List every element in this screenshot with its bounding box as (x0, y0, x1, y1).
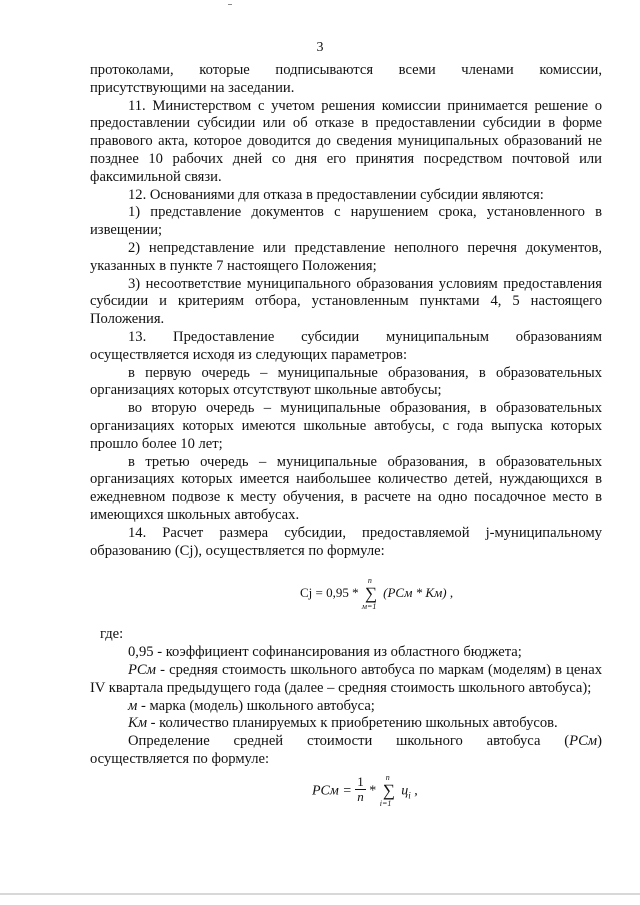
def-avg-after: ) осуществляется по формуле: (90, 733, 602, 767)
sum-lower: м=1 (361, 602, 377, 612)
paragraph: 14. Расчет размера субсидии, предоставляемой j-муниципальному образованию (Cj), осуществляется по формуле: (90, 524, 602, 559)
definition (90, 715, 602, 733)
paragraph: протоколами, которые подписываются всеми членами комиссии, присутствующими на заседании. (90, 62, 602, 96)
definition (90, 698, 602, 716)
paragraph: 1) представление документов с нарушением срока, установленного в извещении; (90, 204, 602, 239)
scan-mark (228, 4, 232, 5)
def-avg-symbol: РСм (569, 733, 598, 750)
where-label: где: (100, 626, 124, 643)
formula-body: (РСм * Км) , (383, 585, 454, 601)
def-avg-before: Определение средней стоимости школьного автобуса ( (128, 733, 570, 750)
formula2-tail: , (410, 783, 418, 799)
paragraph: в третью очередь – муниципальные образования, в образовательных организациях которых имеется наибольшее количество детей, нуждающихся в ежедневном подвозе к месту обучения, в расчете на одно посадочное место в имеющихся школьных автобусах. (90, 453, 602, 523)
def-text: - средняя стоимость школьного автобуса по маркам (моделям) в ценах IV квартала предыдущего года (далее – средняя стоимость школьного автобуса); (90, 661, 602, 696)
fraction-denominator: n (357, 788, 364, 804)
formula2-body: ц (401, 783, 409, 799)
formula2-body-sub: i (408, 790, 411, 801)
fraction-numerator: 1 (357, 773, 364, 789)
fraction (355, 775, 366, 804)
scan-edge (0, 893, 640, 895)
paragraph (90, 733, 602, 769)
paragraph: в первую очередь – муниципальные образования, в образовательных организациях которых отсутствуют школьные автобусы; (90, 364, 602, 399)
sum-upper: n (367, 576, 372, 586)
sum-lower: i=1 (379, 799, 392, 809)
formula2-mult: * (369, 783, 377, 799)
paragraph: во вторую очередь – муниципальные образования, в образовательных организациях которых имеются школьные автобусы, с года выпуска которых прошло более 10 лет; (90, 400, 602, 452)
def-text: - марка (модель) школьного автобуса; (137, 697, 375, 714)
sum-upper: n (385, 773, 390, 783)
document-body (90, 62, 602, 817)
def-symbol: РСм (128, 661, 156, 678)
def-symbol: Км (128, 715, 148, 732)
sum-symbol: ∑ n i=1 (380, 782, 398, 800)
paragraph: 3) несоответствие муниципального образования условиям предоставления субсидии и критериям отбора, установленным пунктами 4, 5 настоящего Положения. (90, 275, 602, 328)
formula2-lhs: РСм = (312, 783, 352, 799)
def-text: 0,95 - коэффициент софинансирования из областного бюджета; (128, 644, 522, 661)
formula-lhs: Cj = 0,95 * (300, 585, 359, 601)
definition (90, 662, 602, 698)
def-text: - количество планируемых к приобретению школьных автобусов. (147, 715, 558, 732)
def-symbol: м (128, 697, 138, 714)
paragraph: 2) непредставление или представление неполного перечня документов, указанных в пункте 7 настоящего Положения; (90, 239, 602, 274)
sum-symbol: ∑ n м=1 (362, 585, 380, 603)
paragraph: 13. Предоставление субсидии муниципальным образованиям осуществляется исходя из следующих параметров: (90, 328, 602, 363)
paragraph: 12. Основаниями для отказа в предоставлении субсидии являются: (128, 186, 544, 203)
paragraph: 11. Министерством с учетом решения комиссии принимается решение о предоставлении субсидии или об отказе в предоставлении субсидии в форме правового акта, которое доводится до сведения муниципальных образований не позднее 10 рабочих дней со дня его принятия посредством почтовой или факсимильной связи. (90, 97, 602, 185)
subsidy-formula (90, 572, 602, 612)
page-number: 3 (316, 40, 324, 55)
definition (90, 644, 602, 662)
average-price-formula (90, 769, 602, 817)
